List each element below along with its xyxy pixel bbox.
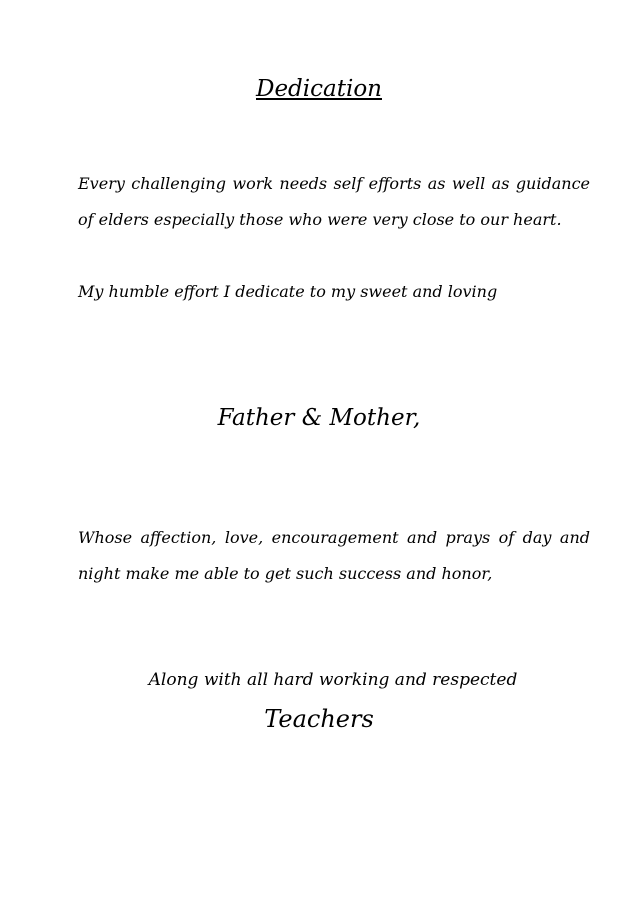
dedication-paragraph-3: Whose affection, love, encouragement and prays of day and night make me able to get such success and honor, bbox=[78, 528, 590, 583]
dedication-paragraph-2: My humble effort I dedicate to my sweet and loving bbox=[78, 282, 498, 301]
teachers-heading: Teachers bbox=[264, 705, 374, 733]
teachers-line: Along with all hard working and respected bbox=[148, 670, 518, 690]
dedication-paragraph-1: Every challenging work needs self efforts as well as guidance of elders especially those who were very close to our heart. bbox=[78, 174, 590, 229]
parents-heading: Father & Mother, bbox=[217, 405, 421, 431]
page-title: Dedication bbox=[256, 76, 382, 102]
